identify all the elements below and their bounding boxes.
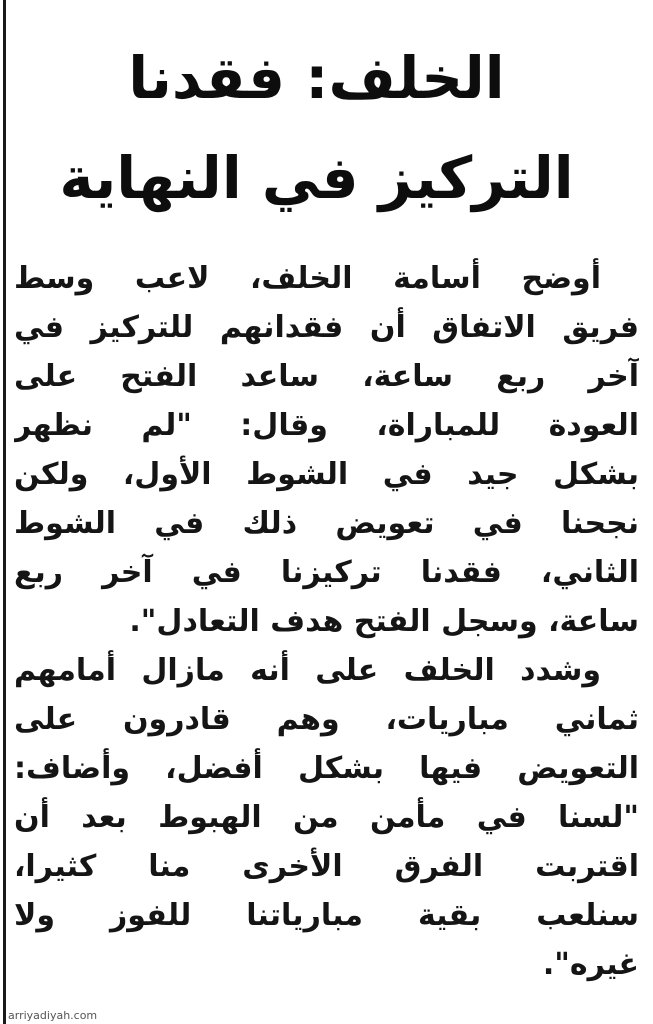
body-line: نجحنا في تعويض ذلك في الشوط [14, 506, 639, 541]
body-line: وشدد الخلف على أنه مازال أمامهم [14, 653, 601, 688]
body-line: ساعة، وسجل الفتح هدف التعادل". [129, 604, 639, 639]
body-line: التعويض فيها بشكل أفضل، وأضاف: [14, 751, 639, 786]
column-rule [3, 0, 6, 1024]
body-line: ثماني مباريات، وهم قادرون على [14, 702, 639, 737]
headline-line-2: التركيز في النهاية [59, 144, 574, 212]
headline-line-1: الخلف: فقدنا [128, 44, 505, 112]
body-line: بشكل جيد في الشوط الأول، ولكن [14, 457, 639, 492]
article [14, 0, 639, 1024]
article-body [14, 254, 639, 989]
source-watermark: arriyadiyah.com [8, 1009, 98, 1022]
paragraph-2 [14, 646, 639, 989]
paragraph-1 [14, 254, 639, 646]
body-line: اقتربت الفرق الأخرى منا كثيرا، [14, 849, 639, 884]
body-line: أوضح أسامة الخلف، لاعب وسط [14, 261, 601, 296]
body-line: آخر ربع ساعة، ساعد الفتح على [14, 359, 639, 394]
body-line: غيره". [542, 947, 639, 982]
body-line: العودة للمباراة، وقال: "لم نظهر [14, 408, 639, 443]
body-line: فريق الاتفاق أن فقدانهم للتركيز في [14, 310, 639, 345]
body-line: سنلعب بقية مبارياتنا للفوز ولا [14, 898, 639, 933]
body-line: "لسنا في مأمن من الهبوط بعد أن [14, 800, 639, 835]
headline [54, 28, 579, 228]
body-line: الثاني، فقدنا تركيزنا في آخر ربع [14, 555, 639, 590]
